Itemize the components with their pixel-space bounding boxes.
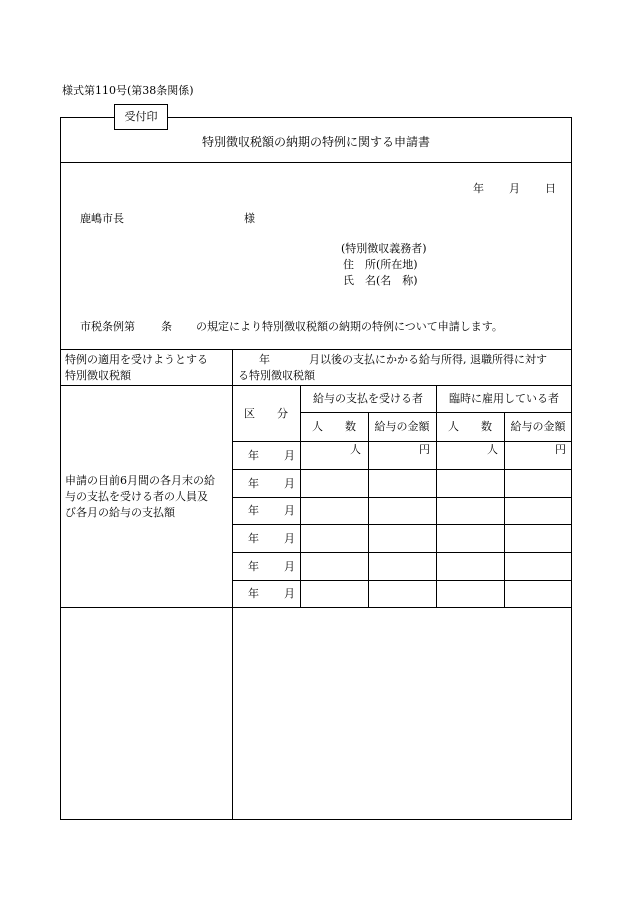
table-row-month: 月	[284, 449, 295, 462]
group-header-divider	[300, 412, 572, 413]
date-day-label: 日	[545, 182, 556, 195]
section1-value-line1: 月以後の支払にかかる給与所得, 退職所得に対す	[309, 353, 547, 366]
group2-count-header: 人 数	[448, 420, 492, 433]
section2-top-border	[60, 385, 572, 386]
table-row-month: 月	[284, 560, 295, 573]
row-divider	[232, 524, 572, 525]
kubun-header: 区 分	[244, 407, 288, 420]
section3-top-border	[60, 607, 572, 608]
group2-header: 臨時に雇用している者	[449, 392, 559, 405]
section1-label-line2: 特別徴収税額	[65, 369, 131, 382]
table-row-month: 月	[284, 587, 295, 600]
table-row-year: 年	[248, 449, 259, 462]
applicant-role: (特別徴収義務者)	[341, 242, 427, 255]
table-row-year: 年	[248, 587, 259, 600]
section1-label-line1: 特例の適用を受けようとする	[65, 353, 208, 366]
table-row-year: 年	[248, 477, 259, 490]
table-row-year: 年	[248, 504, 259, 517]
statement-body: の規定により特別徴収税額の納期の特例について申請します。	[196, 320, 503, 333]
group1-header: 給与の支払を受ける者	[313, 392, 423, 405]
kubun-column-divider	[300, 385, 301, 607]
column-header-bottom	[232, 441, 572, 442]
form-title: 特別徴収税額の納期の特例に関する申請書	[201, 135, 430, 149]
section2-label-line1: 申請の目前6月間の各月末の給	[65, 474, 215, 487]
left-column-divider	[232, 385, 233, 820]
honorific-label: 様	[244, 212, 255, 225]
row-divider	[232, 469, 572, 470]
section1-divider	[232, 349, 233, 385]
reception-stamp-box: 受付印	[114, 104, 168, 130]
title-divider	[60, 162, 572, 163]
mayor-label: 鹿嶋市長	[80, 212, 124, 225]
table-row-month: 月	[284, 504, 295, 517]
section1-value-line2: る特別徴収税額	[238, 369, 315, 382]
group1-amount-header: 給与の金額	[374, 420, 430, 433]
row-divider	[232, 580, 572, 581]
table-row-year: 年	[248, 560, 259, 573]
group1-yen-unit: 円	[419, 443, 430, 456]
statement-prefix: 市税条例第	[80, 320, 135, 333]
statement-article: 条	[161, 320, 172, 333]
group-divider	[436, 385, 437, 607]
date-month-label: 月	[509, 182, 520, 195]
group2-amount-header: 給与の金額	[510, 420, 566, 433]
applicant-address-label: 住 所(所在地)	[343, 258, 418, 271]
section1-value-year: 年	[259, 353, 270, 366]
group2-person-unit: 人	[487, 443, 498, 456]
table-row-month: 月	[284, 532, 295, 545]
table-row-year: 年	[248, 532, 259, 545]
date-year-label: 年	[473, 182, 484, 195]
group1-person-unit: 人	[350, 443, 361, 456]
section2-label-line2: 与の支払を受ける者の人員及	[65, 490, 208, 503]
applicant-name-label: 氏 名(名 称)	[343, 274, 418, 287]
table-row-month: 月	[284, 477, 295, 490]
form-number: 様式第110号(第38条関係)	[62, 84, 194, 97]
row-divider	[232, 497, 572, 498]
group2-yen-unit: 円	[555, 443, 566, 456]
section2-label-line3: び各月の給与の支払額	[65, 506, 175, 519]
group1-count-header: 人 数	[312, 420, 356, 433]
row-divider	[232, 552, 572, 553]
section1-top-border	[60, 349, 572, 350]
